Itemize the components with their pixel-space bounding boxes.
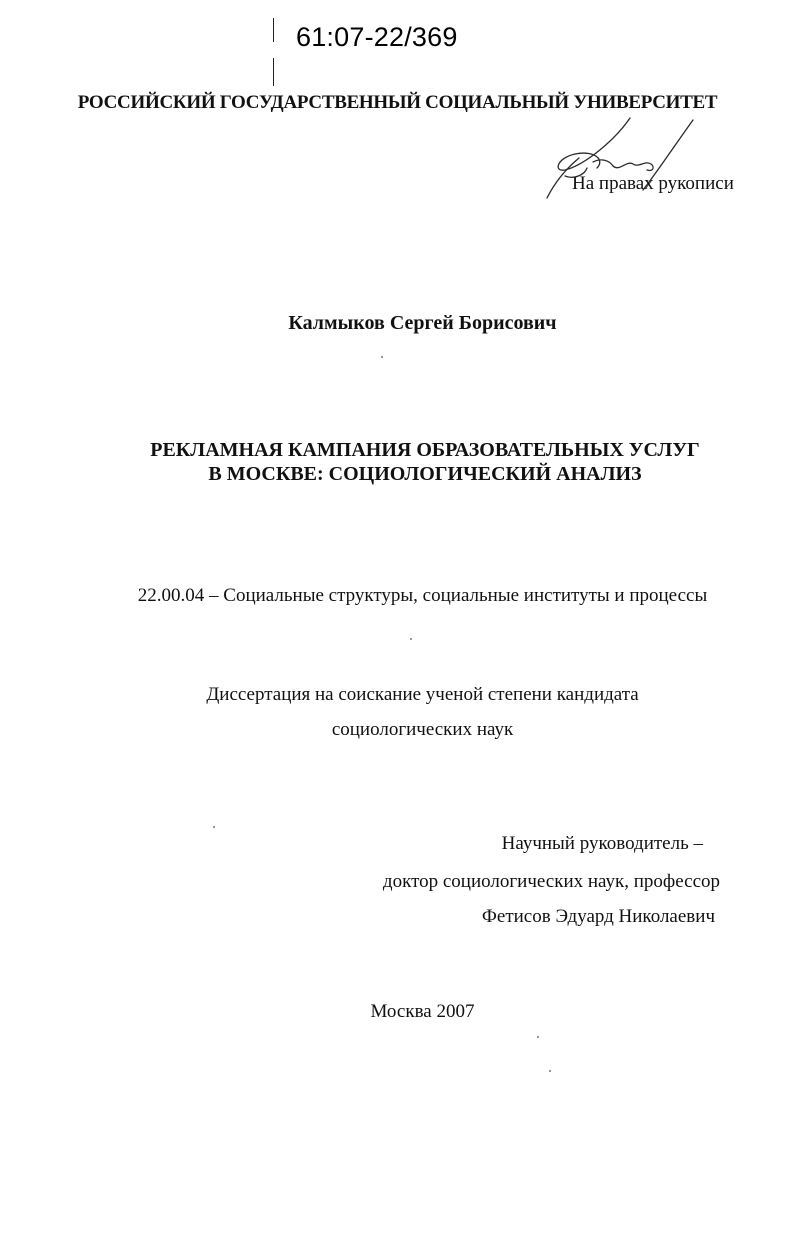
dissertation-title-line-1: РЕКЛАМНАЯ КАМПАНИЯ ОБРАЗОВАТЕЛЬНЫХ УСЛУГ	[150, 439, 700, 461]
scan-speck	[549, 1070, 551, 1072]
scan-speck	[381, 356, 383, 358]
degree-line-2: социологических наук	[331, 719, 514, 740]
scan-speck	[410, 638, 412, 640]
city-year: Москва 2007	[370, 1001, 475, 1022]
scan-line-bottom	[273, 58, 274, 86]
author-name: Калмыков Сергей Борисович	[288, 312, 557, 334]
university-name: РОССИЙСКИЙ ГОСУДАРСТВЕННЫЙ СОЦИАЛЬНЫЙ УНИВЕРСИТЕТ	[77, 92, 718, 113]
archive-stamp: 61:07-22/369	[296, 22, 458, 52]
degree-line-1: Диссертация на соискание ученой степени кандидата	[206, 684, 639, 705]
scan-line-top	[273, 18, 274, 42]
dissertation-title-line-2: В МОСКВЕ: СОЦИОЛОГИЧЕСКИЙ АНАЛИЗ	[208, 463, 642, 485]
supervisor-role: Научный руководитель –	[501, 833, 703, 854]
supervisor-name: Фетисов Эдуард Николаевич	[481, 906, 715, 927]
manuscript-note: На правах рукописи	[572, 173, 734, 194]
specialty-code: 22.00.04 – Социальные структуры, социальные институты и процессы	[137, 585, 708, 606]
supervisor-degree: доктор социологических наук, профессор	[382, 871, 720, 892]
scan-speck	[213, 826, 215, 828]
scan-speck	[537, 1036, 539, 1038]
